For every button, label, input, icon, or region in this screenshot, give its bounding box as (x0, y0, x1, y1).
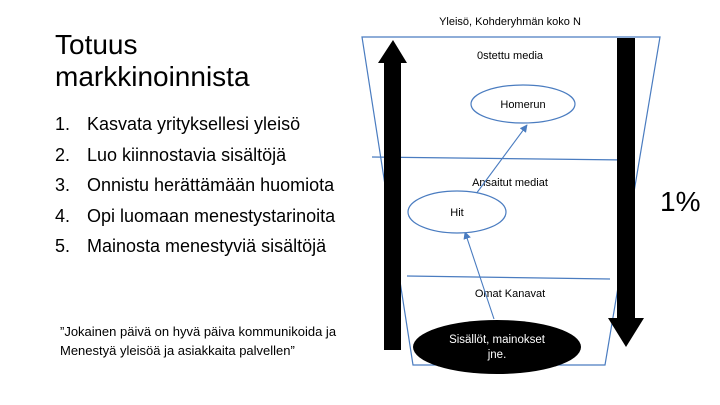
step-number: 4. (55, 205, 71, 226)
node-hit-label: Hit (450, 207, 464, 219)
quote-line-2: Menestyä yleisöä ja asiakkaita palvellen” (60, 343, 295, 358)
funnel-divider-lower (407, 276, 610, 279)
tier-label-owned: Omat Kanavat (474, 288, 546, 300)
title-line-1: Totuus (55, 29, 138, 60)
node-homerun-label: Homerun (500, 99, 546, 111)
tier-label-earned: Ansaitut mediat (472, 177, 548, 189)
step-text: Kasvata yrityksellesi yleisö (87, 114, 301, 134)
step-number: 3. (55, 175, 71, 195)
node-content-label-line-2: jne. (487, 349, 507, 361)
step-text: Opi luomaan menestystarinoita (87, 205, 336, 226)
title-line-2: markkinoinnista (55, 61, 250, 92)
connector-base-to-hit (465, 232, 494, 319)
quote-line-1: ”Jokainen päivä on hyvä päiva kommunikoida ja (60, 324, 337, 339)
step-number: 1. (55, 114, 71, 134)
node-content-base (413, 320, 581, 374)
node-content-label-line-1: Sisällöt, mainokset (449, 334, 545, 346)
tier-label-paid: 0stettu media (476, 50, 544, 62)
funnel-top-label: Yleisö, Kohderyhmän koko N (439, 16, 581, 28)
step-text: Mainosta menestyviä sisältöjä (87, 236, 327, 256)
step-number: 2. (55, 144, 71, 165)
funnel-divider-upper (372, 157, 627, 160)
step-text: Onnistu herättämään huomiota (87, 175, 335, 195)
arrow-up-icon (378, 40, 407, 350)
step-text: Luo kiinnostavia sisältöjä (87, 144, 287, 165)
step-number: 5. (55, 236, 71, 256)
percent-label: 1% (660, 186, 701, 217)
arrow-down-icon (608, 38, 644, 347)
